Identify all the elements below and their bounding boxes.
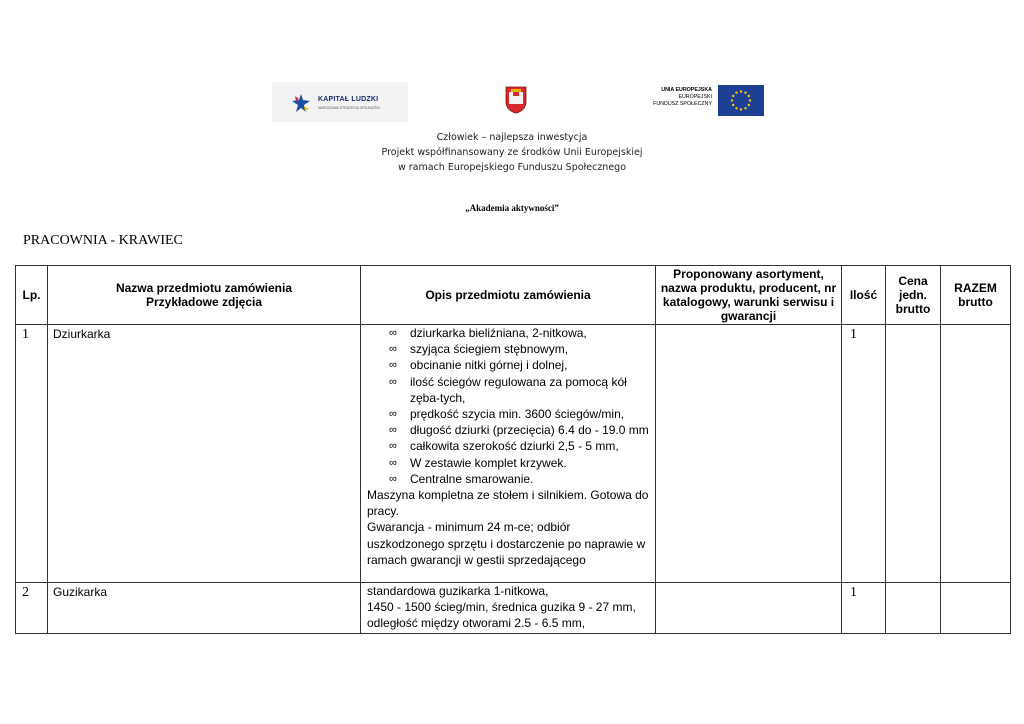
spec-item: ∞ dziurkarka bieliźniana, 2-nitkowa,	[389, 325, 650, 341]
unit-price-cell[interactable]	[886, 325, 941, 583]
spec-list	[367, 325, 650, 487]
spec-item: ∞ ilość ściegów regulowana za pomocą kół zęba-tych,	[389, 374, 650, 406]
quantity-cell: 1	[842, 325, 886, 583]
eu-star-icon	[732, 95, 734, 97]
kapital-ludzki-subtitle: NARODOWA STRATEGIA SPÓJNOŚCI	[318, 106, 381, 110]
spec-item: ∞ długość dziurki (przecięcia) 6.4 do - 19.0 mm	[389, 422, 650, 438]
eu-star-icon	[731, 99, 733, 101]
intro-line3: w ramach Europejskiego Funduszu Społecznego	[397, 162, 627, 173]
eu-logo-text	[653, 87, 712, 108]
eu-star-icon	[744, 107, 746, 109]
eu-logo	[648, 82, 764, 118]
header-name	[48, 266, 361, 325]
header-proposed: Proponowany asortyment, nazwa produktu, producent, nr katalogowy, warunki serwisu i gwarancji	[656, 266, 842, 325]
eu-star-icon	[735, 107, 737, 109]
eu-star-icon	[744, 92, 746, 94]
table-header-row	[16, 266, 1011, 325]
spec-line: odległość między otworami 2.5 - 6.5 mm,	[367, 616, 586, 631]
kapital-ludzki-star-icon	[292, 94, 310, 112]
eu-star-icon	[740, 108, 742, 110]
logo-bar	[0, 82, 1024, 122]
table-row	[16, 583, 1011, 634]
proposed-cell[interactable]	[656, 325, 842, 583]
header-quantity: Ilość	[842, 266, 886, 325]
header-unit-price: Cena jedn. brutto	[886, 266, 941, 325]
proposed-cell[interactable]	[656, 583, 842, 634]
item-description	[361, 583, 656, 634]
eu-star-icon	[735, 92, 737, 94]
city-crest-icon	[505, 86, 527, 114]
eu-flag-icon	[718, 85, 764, 116]
item-name: Dziurkarka	[48, 325, 361, 583]
quantity-cell: 1	[842, 583, 886, 634]
spec-item: ∞ W zestawie komplet krzywek.	[389, 455, 650, 471]
row-number: 1	[16, 325, 48, 583]
header-name-line2: Przykładowe zdjęcia	[145, 295, 263, 309]
item-description	[361, 325, 656, 583]
item-name: Guzikarka	[48, 583, 361, 634]
eu-logo-line3: FUNDUSZ SPOŁECZNY	[653, 101, 712, 107]
eu-star-icon	[732, 104, 734, 106]
unit-price-cell[interactable]	[886, 583, 941, 634]
spec-item: ∞ całkowita szerokość dziurki 2,5 - 5 mm,	[389, 438, 650, 454]
spec-item: ∞ prędkość szycia min. 3600 ściegów/min,	[389, 406, 650, 422]
eu-star-icon	[748, 104, 750, 106]
intro-line1: Człowiek – najlepsza inwestycja	[436, 132, 588, 143]
total-cell[interactable]	[941, 583, 1011, 634]
eu-logo-line1: UNIA EUROPEJSKA	[661, 87, 712, 93]
header-lp: Lp.	[16, 266, 48, 325]
row-number: 2	[16, 583, 48, 634]
eu-logo-line2: EUROPEJSKI	[678, 94, 712, 100]
table-row	[16, 325, 1011, 583]
total-cell[interactable]	[941, 325, 1011, 583]
eu-star-icon	[749, 99, 751, 101]
spec-note-complete: Maszyna kompletna ze stołem i silnikiem. Gotowa do pracy.	[367, 488, 649, 519]
spec-line: 1450 - 1500 ścieg/min, średnica guzika 9 - 27 mm,	[367, 600, 636, 615]
order-table	[15, 265, 1011, 634]
kapital-ludzki-title: KAPITAŁ LUDZKI	[318, 96, 379, 103]
header-description: Opis przedmiotu zamówienia	[361, 266, 656, 325]
intro-text	[0, 130, 1024, 175]
header-name-line1: Nazwa przedmiotu zamówienia	[115, 281, 293, 295]
section-heading: PRACOWNIA - KRAWIEC	[23, 233, 183, 248]
eu-star-icon	[748, 95, 750, 97]
spec-item: ∞ szyjąca ściegiem stębnowym,	[389, 341, 650, 357]
kapital-ludzki-logo	[272, 82, 408, 122]
spec-note-warranty: Gwarancja - minimum 24 m-ce; odbiór uszkodzonego sprzętu i dostarczenie po naprawie w ramach gwarancji w gestii sprzedającego	[367, 520, 646, 567]
project-name: „Akademia aktywności”	[465, 203, 559, 213]
spec-item: ∞ Centralne smarowanie.	[389, 471, 650, 487]
spec-item: ∞ obcinanie nitki górnej i dolnej,	[389, 357, 650, 373]
eu-star-icon	[740, 90, 742, 92]
header-total: RAZEM brutto	[941, 266, 1011, 325]
intro-line2: Projekt współfinansowany ze środków Unii Europejskiej	[381, 147, 643, 158]
spec-line: standardowa guzikarka 1-nitkowa,	[367, 584, 549, 598]
